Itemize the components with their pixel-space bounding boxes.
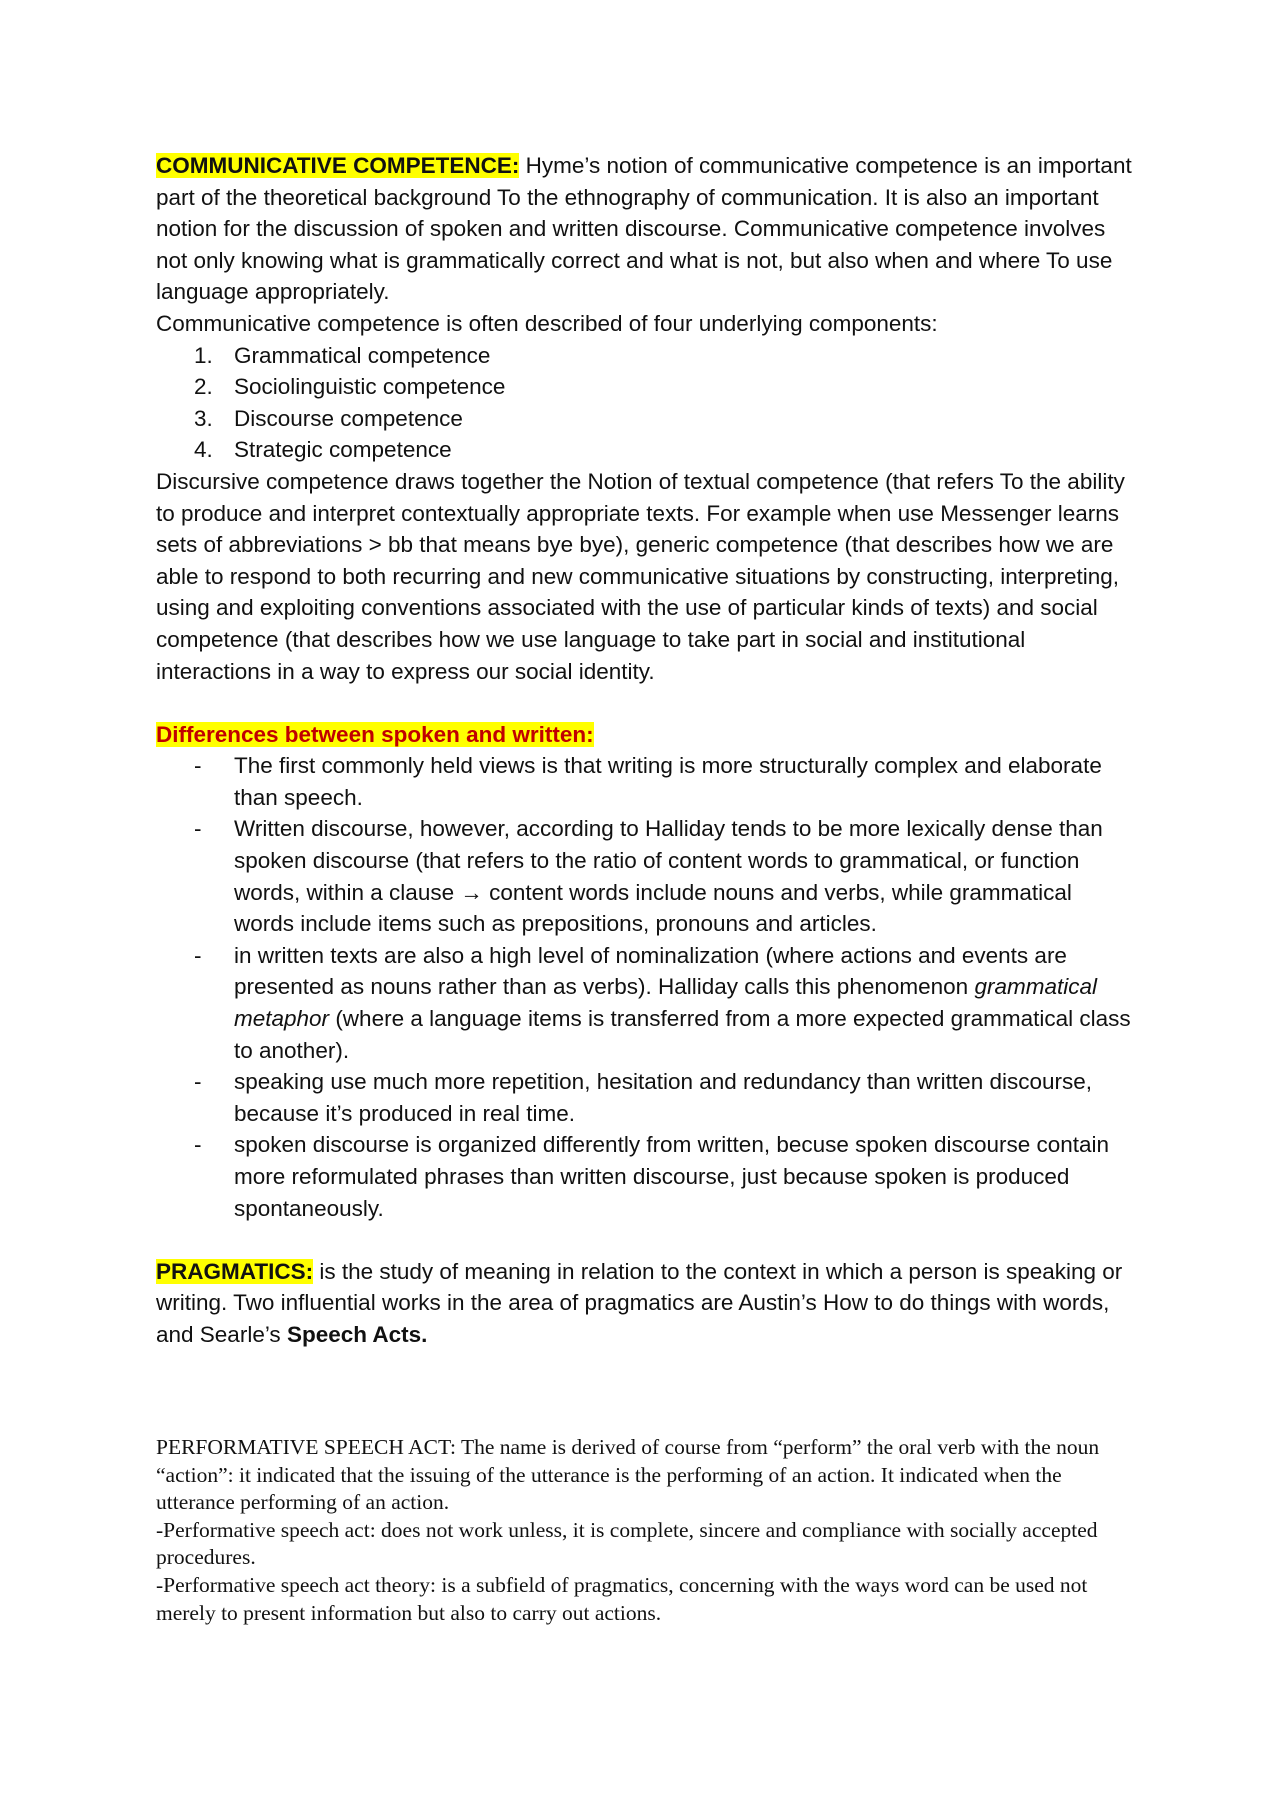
spacer xyxy=(156,1224,1136,1256)
components-intro: Communicative competence is often described of four underlying components: xyxy=(156,310,938,336)
components-list xyxy=(156,340,1136,466)
bullet-dash: - xyxy=(194,753,202,779)
list-number: 1. xyxy=(194,342,213,368)
communicative-competence-heading: COMMUNICATIVE COMPETENCE: xyxy=(156,153,520,178)
list-item xyxy=(156,371,1136,403)
list-number: 2. xyxy=(194,374,213,400)
bullet-dash: - xyxy=(194,1132,202,1158)
list-number: 3. xyxy=(194,405,213,431)
list-item-label: Strategic competence xyxy=(234,437,452,463)
list-item-text: The first commonly held views is that writing is more structurally complex and elaborate than speech. xyxy=(234,753,1102,810)
list-item xyxy=(156,1066,1136,1129)
differences-list xyxy=(156,750,1136,1224)
performative-section xyxy=(156,1434,1136,1627)
performative-theory: -Performative speech act theory: is a subfield of pragmatics, concerning with the ways word can be used not merely to present information but also to carry out actions. xyxy=(156,1572,1088,1625)
pragmatics-text: is the study of meaning in relation to the context in which a person is speaking or writing. Two influential works in the area of pragmatics are Austin’s How to do things with words, and Searle’s xyxy=(156,1258,1123,1347)
pragmatics-paragraph xyxy=(156,1256,1136,1351)
list-item-label: Discourse competence xyxy=(234,405,463,431)
bullet-dash: - xyxy=(194,816,202,842)
list-number: 4. xyxy=(194,437,213,463)
differences-heading: Differences between spoken and written: xyxy=(156,721,594,747)
spacer xyxy=(156,687,1136,719)
list-item xyxy=(156,403,1136,435)
list-item-label: Grammatical competence xyxy=(234,342,491,368)
list-item-text-start: in written texts are also a high level of nominalization (where actions and events are presented as nouns rather than as verbs). Halliday calls this phenomenon xyxy=(234,942,1067,1000)
list-item xyxy=(156,813,1136,939)
performative-condition: -Performative speech act: does not work unless, it is complete, sincere and compliance with socially accepted procedures. xyxy=(156,1517,1098,1570)
bullet-dash: - xyxy=(194,1069,202,1095)
communicative-competence-paragraph xyxy=(156,150,1136,308)
performative-definition: PERFORMATIVE SPEECH ACT: The name is derived of course from “perform” the oral verb with the noun “action”: it indicated that the issuing of the utterance is the performing of an action. It indicated when the utterance performing of an action. xyxy=(156,1435,1100,1515)
speech-acts-title: Speech Acts. xyxy=(286,1321,428,1347)
discursive-competence-paragraph: Discursive competence draws together the Notion of textual competence (that refers To the ability to produce and interpret contextually appropriate texts. For example when use Messenger learns sets of abbreviations > bb that means bye bye), generic competence (that describes how we are able to respond to both recurring and new communicative situations by constructing, interpreting, using and exploiting conventions associated with the use of particular kinds of texts) and social competence (that describes how we use language to take part in social and institutional interactions in a way to express our social identity. xyxy=(156,468,1125,684)
list-item-label: Sociolinguistic competence xyxy=(234,374,506,400)
pragmatics-heading: PRAGMATICS: xyxy=(156,1258,314,1284)
list-item xyxy=(156,340,1136,372)
list-item-text: spoken discourse is organized differently from written, becuse spoken discourse contain more reformulated phrases than written discourse, just because spoken is produced spontaneously. xyxy=(234,1132,1110,1221)
list-item xyxy=(156,750,1136,813)
list-item-text: Written discourse, however, according to Halliday tends to be more lexically dense than spoken discourse (that refers to the ratio of content words to grammatical, or function words, within a clause → content words include nouns and verbs, while grammatical words include items such as prepositions, pronouns and articles. xyxy=(234,816,1103,937)
list-item xyxy=(156,940,1136,1066)
differences-heading-line xyxy=(156,719,1136,751)
grammatical-metaphor-term: grammatical metaphor xyxy=(234,974,1097,1032)
communicative-competence-intro: Hyme’s notion of communicative competence is an important part of the theoretical background To the ethnography of communication. It is also an important notion for the discussion of spoken and written discourse. Communicative competence involves not only knowing what is grammatically correct and what is not, but also when and where To use language appropriately. xyxy=(156,153,1132,305)
document-body xyxy=(156,150,1136,1351)
list-item-text: speaking use much more repetition, hesitation and redundancy than written discourse, because it’s produced in real time. xyxy=(234,1069,1092,1126)
list-item xyxy=(156,434,1136,466)
list-item-text-end: (where a language items is transferred from a more expected grammatical class to another). xyxy=(234,1006,1131,1063)
list-item xyxy=(156,1129,1136,1224)
bullet-dash: - xyxy=(194,942,202,968)
